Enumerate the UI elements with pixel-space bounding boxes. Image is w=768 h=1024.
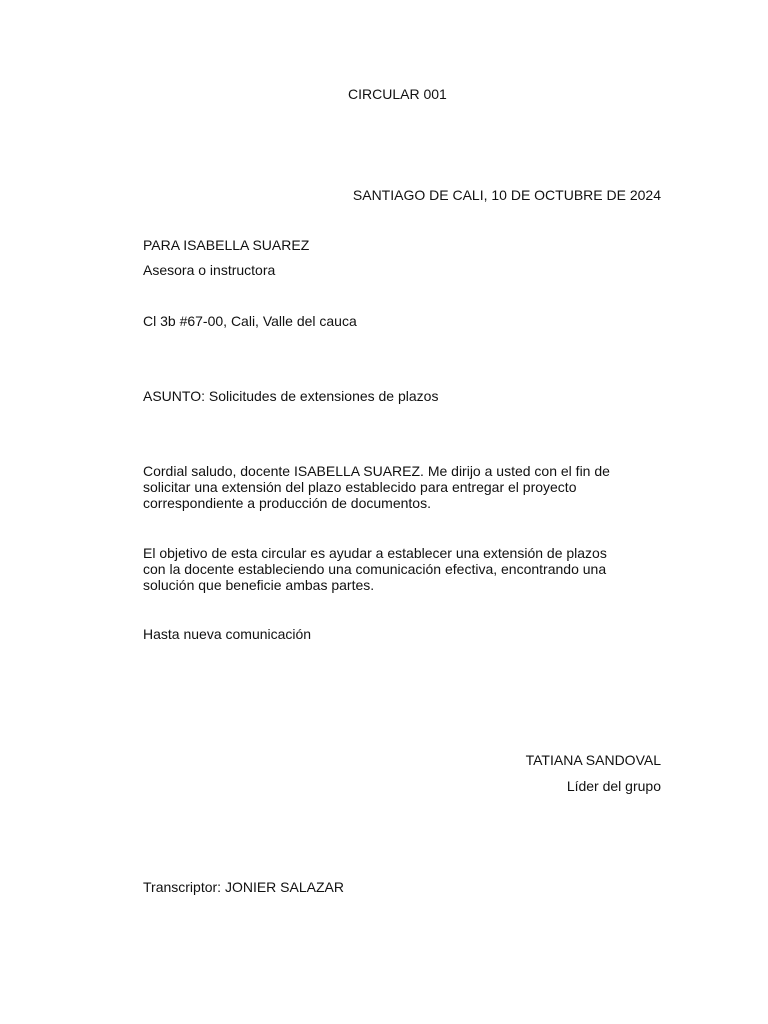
body-paragraph-1-line: Cordial saludo, docente ISABELLA SUAREZ. Me dirijo a usted con el fin de	[143, 463, 610, 479]
body-paragraph-1-line: solicitar una extensión del plazo establecido para entregar el proyecto	[143, 479, 577, 495]
body-paragraph-2-line: El objetivo de esta circular es ayudar a establecer una extensión de plazos	[143, 545, 607, 561]
body-paragraph-2-line: con la docente estableciendo una comunicación efectiva, encontrando una	[143, 561, 607, 577]
body-paragraph-2-line: solución que beneficie ambas partes.	[143, 577, 375, 593]
recipient-address: Cl 3b #67-00, Cali, Valle del cauca	[143, 313, 357, 329]
subject-line: ASUNTO: Solicitudes de extensiones de plazos	[143, 388, 439, 404]
closing-line: Hasta nueva comunicación	[143, 626, 312, 642]
body-paragraph-1	[143, 463, 663, 511]
transcriber-line: Transcriptor: JONIER SALAZAR	[143, 879, 344, 895]
recipient-role: Asesora o instructora	[143, 262, 276, 278]
signature-name: TATIANA SANDOVAL	[525, 752, 661, 768]
document-title: CIRCULAR 001	[348, 86, 447, 102]
recipient-name: PARA ISABELLA SUAREZ	[143, 237, 310, 253]
body-paragraph-1-line: correspondiente a producción de documentos.	[143, 495, 431, 511]
place-date: SANTIAGO DE CALI, 10 DE OCTUBRE DE 2024	[352, 187, 661, 203]
signature-role: Líder del grupo	[566, 778, 661, 794]
body-paragraph-2	[143, 545, 663, 593]
